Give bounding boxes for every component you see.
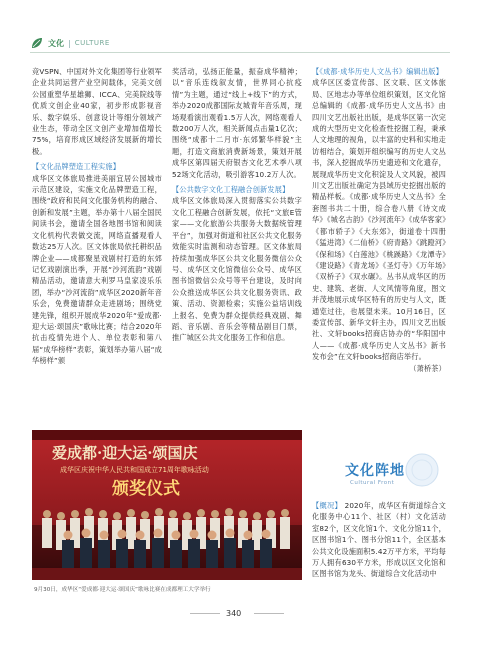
section-title: 文化 bbox=[48, 38, 64, 48]
author-credit: （萧桥茶） bbox=[409, 363, 446, 373]
page-number: 340 bbox=[226, 609, 242, 618]
paragraph: 2020年，成华区有街道综合文化服务中心11个、社区（村）文化活动室82个，区文化馆1个、文化分馆11个，区图书馆1个、图书分馆11个，全区基本公共文化设施面积5.42万平方米，平均每万人拥有630平方米，形成以区文化馆和区图书馆为龙头、街道综合文化活动中 bbox=[312, 501, 447, 579]
subheading: 【概况】 bbox=[312, 501, 342, 510]
section-heading-en: Cultural Front bbox=[350, 480, 395, 486]
paragraph: 竞VSPN、中国对外文化集团等行业领军企业共同运营产业空间载体，完美文创公园重塑华星雄狮、ICCA、完美院线等优质文创企业40家，初步形成影视音乐、数字娱乐、创意设计等细分领域产业生态，带动全区文创产业增加值增长75%，培育形成区域经济发展新的增长极。 bbox=[32, 67, 162, 156]
subheading: 【《成都·成华历史人文丛书》编辑出版】 bbox=[312, 67, 443, 76]
section-separator: | bbox=[68, 38, 71, 48]
paragraph: 成华区文体旅局推进美丽宜居公园城市示范区建设，实施文化品牌塑造工程，围绕“政府和民间文化服务机构的融合、创新和发展”主题，举办第十八届全国民间读书会，邀请全国各地图书馆和阅读文化机构代表做交流，网络直播观看人数达25万人次。区文体旅局依托耕织品牌企业——成都聚星戏剧村打造的东郊记忆戏剧演出季，开展“沙河流韵”戏剧精品活动，邀请意大利罗马皇家凌乐乐团，举办“沙河流韵”成华区2020新年音乐会，免费邀请群众走进剧场；围绕党建先锋，组织开展成华2020年“爱成都·迎大运·颂国庆”歌咏比赛；结合2020年抗击疫情先进个人、单位表彰和第八届“成华榜样”表彰，策划举办第八届“成华榜样”颁 bbox=[32, 173, 162, 366]
subheading: 【公共数字文化工程融合创新发展】 bbox=[172, 185, 290, 195]
section-title-en: CULTURE bbox=[74, 39, 110, 47]
text-column-1 bbox=[32, 66, 162, 367]
text-column-3-lower bbox=[312, 500, 446, 580]
banner-ceremony: 颁奖仪式 bbox=[112, 479, 180, 499]
header-divider bbox=[30, 52, 450, 53]
subheading: 【文化品牌塑造工程实施】 bbox=[32, 162, 121, 172]
paragraph: 奖活动，弘扬正能量，振奋成华精神；以“音乐连线叙友情，世界同心抗疫情”为主题，通过“线上+线下”的方式，举办2020成都国际友城青年音乐周，现场观看演出观看1.5万人次，网络观看人数200万人次，相关新闻点击量1亿次；围绕“成都十二月市·东郊繁华样貌”主题，打造文商旅消费新场景，策划开展成华区第四届天府银杏文化艺术季八项52场文化活动，吸引游客10.2万人次。 bbox=[172, 67, 302, 179]
banner-slogan: 爱成都·迎大运·颂国庆 bbox=[52, 444, 198, 462]
text-column-3 bbox=[312, 66, 446, 374]
banner-event-title: 成华区庆祝中华人民共和国成立71周年歌咏活动 bbox=[60, 466, 209, 474]
section-heading: 文化阵地 bbox=[345, 463, 405, 479]
page-number-rule bbox=[254, 613, 284, 614]
green-leaf-logo-icon bbox=[30, 36, 44, 50]
page-header bbox=[30, 36, 110, 50]
photo-caption: 9月30日，成华区“爱成都·迎大运·颂国庆”歌咏比赛在成都理工大学举行 bbox=[34, 587, 211, 593]
text-column-2 bbox=[172, 66, 302, 344]
paragraph: 成华区文体旅局深入贯彻落实公共数字文化工程融合创新发展，依托“文旅E管家——文化旅游公共服务大数据统管理平台”，加强对街道和社区公共文化服务效能实时监测和动态管理。区文体旅局持续加强成华区公共文化服务微信公众号、成华区文化馆微信公众号、成华区图书馆微信公众号等平台建设，及时向公众推送成华区公共文化服务资讯、政策、活动、资源检索；实施公益培训线上报名、免费为群众提供经典戏剧、舞蹈、音乐剧、音乐会等精品剧目门票，推广城区公共文化服务工作和信息。 bbox=[172, 196, 302, 343]
paragraph: 成华区区委宣传部、区文联、区文体旅局、区地志办等单位组织策划，区文化馆总编辑的《成都·成华历史人文丛书》由四川文艺出版社出版，是成华区第一次完成的大型历史文化检查性挖掘工程，秉承人文地理的视角，以丰富的史料和实地走访相结合，策划开组织编写的历史人文丛书，深入挖掘成华历史遗迹和文化遗存，展现成华历史文化积淀及人文风貌，被四川文艺出版社确定为县域历史挖掘出版的精品样板。《成都·成华历史人文丛书》全套图书共二十册，综合卷八册《诗文成华》《城名古韵》《沙河流年》《成华客家》《都市轿子》《大东郊》，街道卷十四册《猛进湾》《二仙桥》《府青路》《跳蹬河》《保和场》《白莲池》《桃蹊路》《龙潭寺》《建设路》《青龙场》《圣灯寺》《万年场》《双桥子》《双水碾》。丛书从成华区的历史、建筑、老街、人文风情等角度，图文并茂地展示成华区特有的历史与人文，既通览过往，也展望未来。10月16日，区委宣传部、新华文轩主办，四川文艺出版社、文轩books招商店协办的“华阳国中人——《成都·成华历史人文丛书》新书发布会”在文轩books招商店举行。 bbox=[312, 78, 446, 362]
page-number-rule bbox=[190, 613, 220, 614]
decorative-circle-icon bbox=[404, 452, 440, 488]
event-photo bbox=[32, 430, 302, 580]
